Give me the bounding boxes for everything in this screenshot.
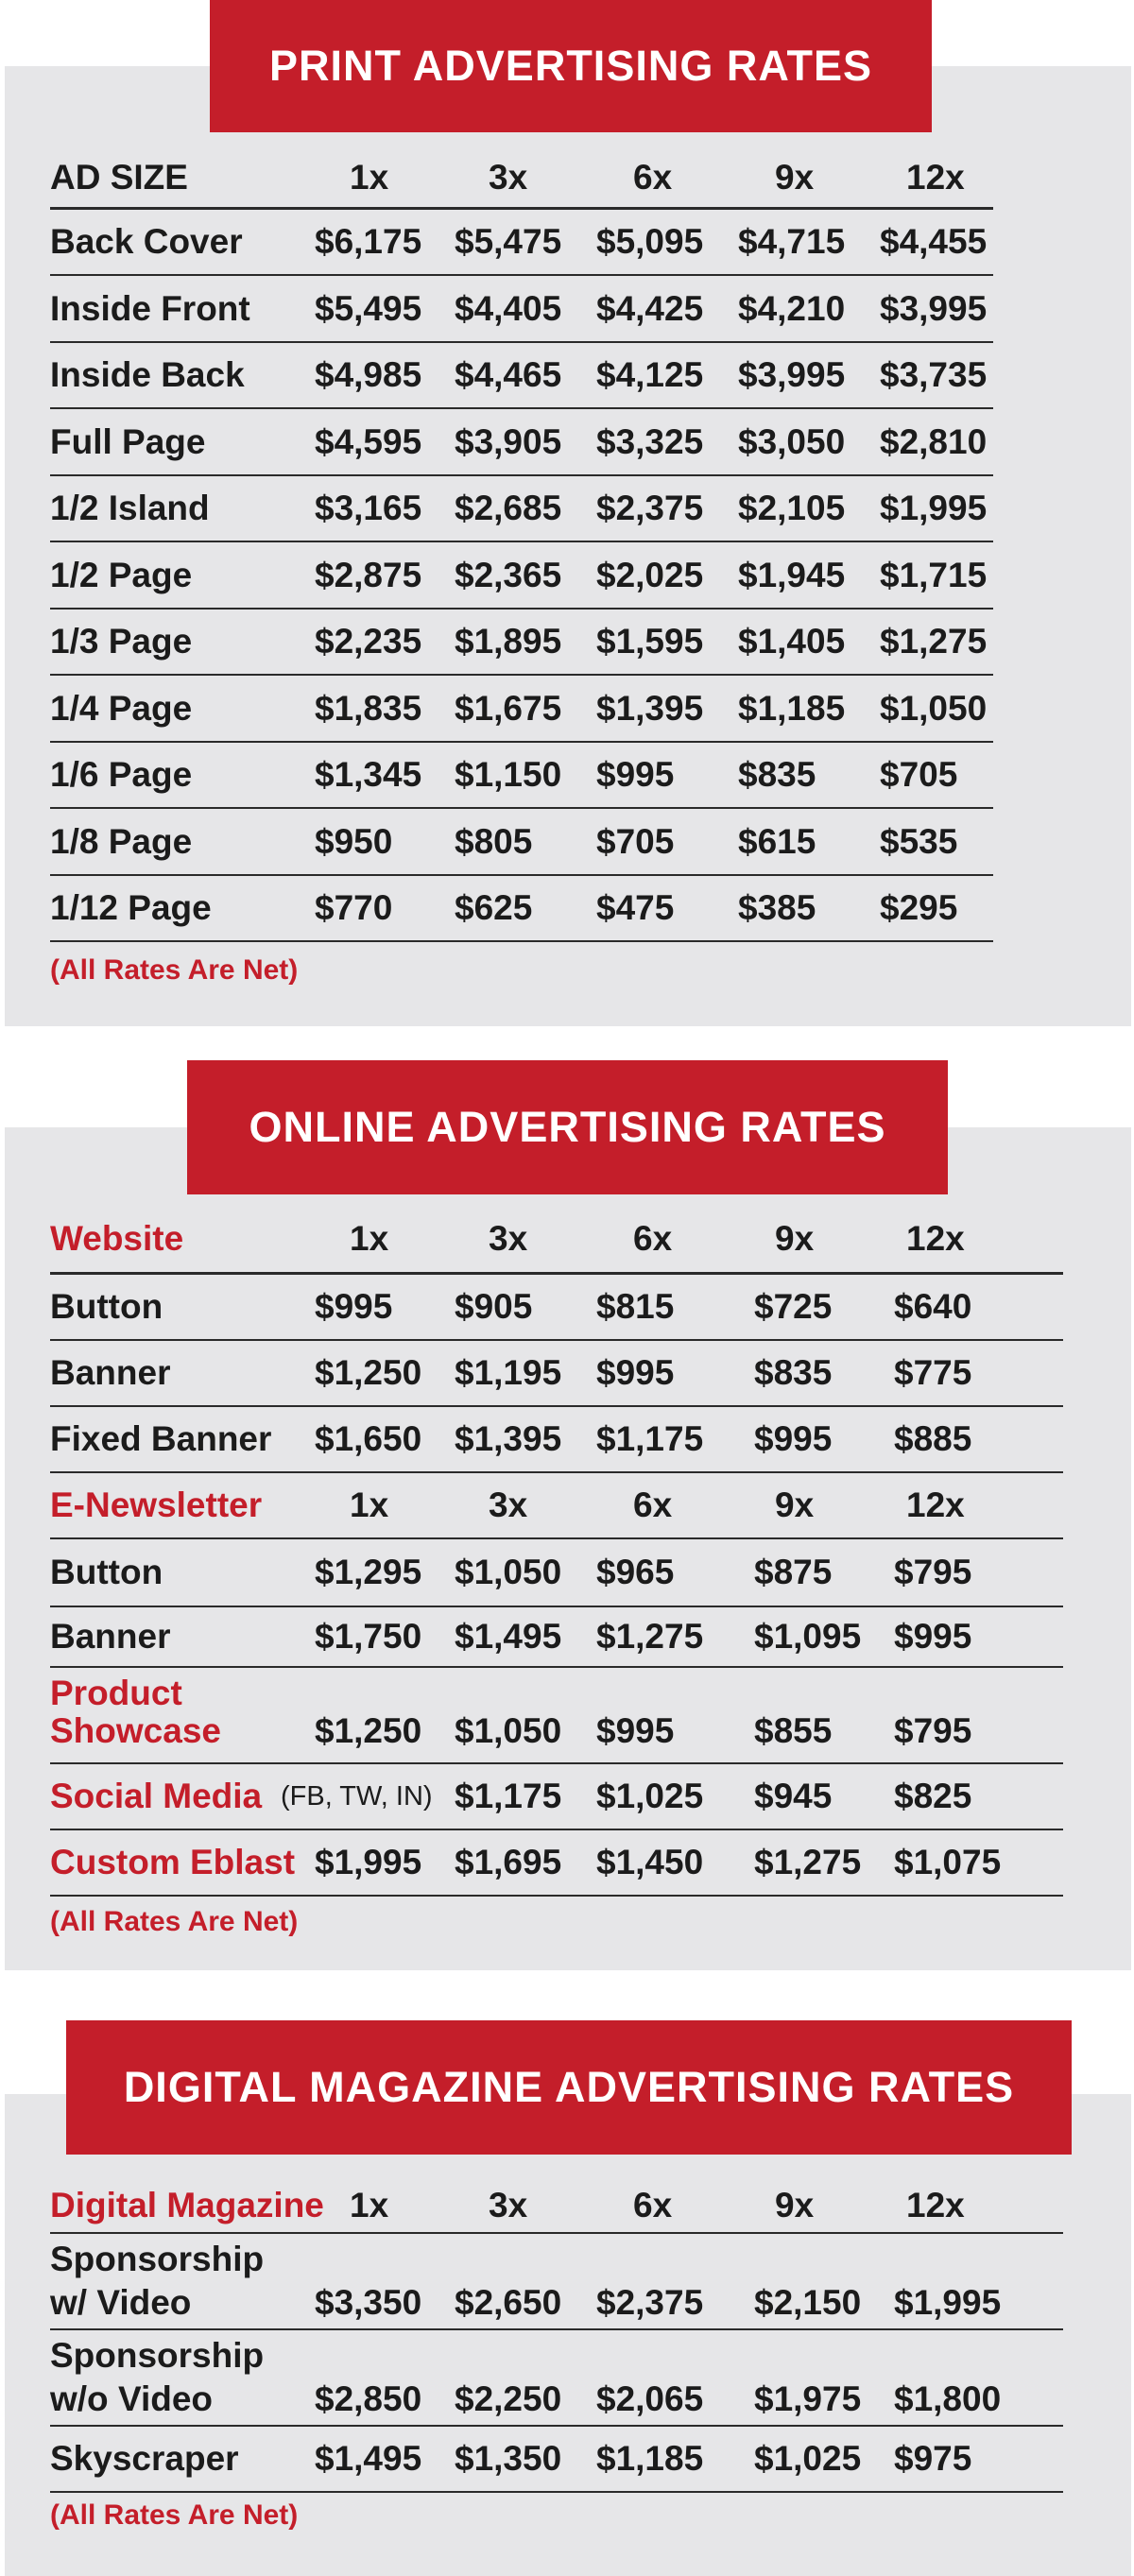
rule bbox=[50, 807, 993, 809]
price-cell: $1,750 bbox=[315, 1617, 422, 1656]
price-cell: $995 bbox=[596, 755, 675, 794]
price-cell: $1,185 bbox=[596, 2439, 704, 2478]
price-cell: $2,375 bbox=[596, 489, 704, 527]
price-cell: $1,175 bbox=[455, 1777, 562, 1815]
online-rates-note: (All Rates Are Net) bbox=[50, 1906, 299, 1937]
price-cell: $1,945 bbox=[738, 555, 846, 594]
print-title: PRINT ADVERTISING RATES bbox=[268, 42, 873, 90]
price-cell: $1,350 bbox=[455, 2439, 562, 2478]
digital-rates-note: (All Rates Are Net) bbox=[50, 2499, 299, 2531]
price-cell: $1,405 bbox=[738, 622, 846, 661]
price-cell: $1,195 bbox=[455, 1353, 562, 1392]
price-cell: $3,165 bbox=[315, 489, 422, 527]
row-label: Inside Back bbox=[50, 355, 245, 394]
price-cell: $1,715 bbox=[880, 555, 988, 594]
rule bbox=[50, 407, 993, 409]
rule bbox=[50, 1829, 1063, 1830]
price-cell: $1,050 bbox=[455, 1553, 562, 1591]
price-cell: $1,250 bbox=[315, 1353, 422, 1392]
price-cell: $1,025 bbox=[754, 2439, 862, 2478]
row-label: 1/12 Page bbox=[50, 888, 212, 927]
print-panel bbox=[5, 66, 1131, 1026]
price-cell: $3,735 bbox=[880, 355, 988, 394]
price-cell: $385 bbox=[738, 888, 816, 927]
price-cell: $2,850 bbox=[315, 2379, 422, 2418]
price-cell: $1,345 bbox=[315, 755, 422, 794]
rule bbox=[50, 940, 993, 942]
header-1x: 1x bbox=[350, 158, 389, 197]
price-cell: $6,175 bbox=[315, 222, 422, 261]
row-label: Button bbox=[50, 1553, 163, 1591]
row-label: Sponsorship bbox=[50, 2240, 265, 2278]
rule bbox=[50, 1895, 1063, 1897]
price-cell: $1,185 bbox=[738, 688, 846, 728]
price-cell: $4,210 bbox=[738, 288, 846, 328]
row-label: 1/2 Page bbox=[50, 555, 193, 594]
header-9x: 9x bbox=[775, 1219, 815, 1258]
price-cell: $3,050 bbox=[738, 421, 846, 461]
print-title-banner bbox=[210, 0, 932, 132]
price-cell: $4,405 bbox=[455, 288, 562, 328]
price-cell: $2,810 bbox=[880, 421, 988, 461]
price-cell: $3,995 bbox=[880, 288, 988, 328]
price-cell: $1,250 bbox=[315, 1711, 422, 1750]
header-ad-size: AD SIZE bbox=[50, 158, 188, 197]
rule bbox=[50, 1471, 1063, 1473]
row-label: 1/2 Island bbox=[50, 489, 210, 527]
price-cell: $4,465 bbox=[455, 355, 562, 394]
price-cell: $825 bbox=[894, 1777, 972, 1815]
price-cell: $2,685 bbox=[455, 489, 562, 527]
rule bbox=[50, 2491, 1063, 2493]
print-rates-note: (All Rates Are Net) bbox=[50, 954, 299, 986]
header-1x: 1x bbox=[350, 1219, 389, 1258]
price-cell: $885 bbox=[894, 1419, 972, 1458]
price-cell: $995 bbox=[315, 1287, 393, 1326]
row-label: Back Cover bbox=[50, 222, 243, 261]
digital-title: DIGITAL MAGAZINE ADVERTISING RATES bbox=[123, 2063, 1015, 2111]
price-cell: $4,425 bbox=[596, 288, 704, 328]
price-cell: $295 bbox=[880, 888, 958, 927]
price-cell: $805 bbox=[455, 821, 533, 861]
price-cell: $905 bbox=[455, 1287, 533, 1326]
price-cell: $1,695 bbox=[455, 1843, 562, 1881]
price-cell: $975 bbox=[894, 2439, 972, 2478]
row-label: Full Page bbox=[50, 421, 206, 461]
price-cell: $855 bbox=[754, 1711, 833, 1750]
price-cell: $1,650 bbox=[315, 1419, 422, 1458]
rule bbox=[50, 674, 993, 676]
price-cell: $2,365 bbox=[455, 555, 562, 594]
price-cell: $1,395 bbox=[596, 688, 704, 728]
rule bbox=[50, 874, 993, 876]
rule bbox=[50, 274, 993, 276]
header-3x: 3x bbox=[489, 2186, 528, 2224]
social-networks-note: (FB, TW, IN) bbox=[281, 1781, 433, 1812]
price-cell: $2,250 bbox=[455, 2379, 562, 2418]
header-3x: 3x bbox=[489, 1219, 528, 1258]
price-cell: $5,495 bbox=[315, 288, 422, 328]
row-label: 1/4 Page bbox=[50, 688, 193, 728]
price-cell: $2,375 bbox=[596, 2283, 704, 2322]
row-label: Inside Front bbox=[50, 288, 250, 328]
header-12x: 12x bbox=[906, 2186, 965, 2224]
price-cell: $640 bbox=[894, 1287, 972, 1326]
price-cell: $1,275 bbox=[596, 1617, 704, 1656]
price-cell: $945 bbox=[754, 1777, 833, 1815]
row-label: Skyscraper bbox=[50, 2439, 239, 2478]
enews-header-cell: 12x bbox=[906, 1485, 965, 1524]
price-cell: $2,875 bbox=[315, 555, 422, 594]
price-cell: $3,350 bbox=[315, 2283, 422, 2322]
price-cell: $1,675 bbox=[455, 688, 562, 728]
digital-heading: Digital Magazine bbox=[50, 2186, 324, 2224]
price-cell: $775 bbox=[894, 1353, 972, 1392]
row-label: 1/3 Page bbox=[50, 622, 193, 661]
price-cell: $1,995 bbox=[880, 489, 988, 527]
price-cell: $835 bbox=[754, 1353, 833, 1392]
price-cell: $1,835 bbox=[315, 688, 422, 728]
price-cell: $615 bbox=[738, 821, 816, 861]
header-12x: 12x bbox=[906, 158, 965, 197]
enews-header-cell: 1x bbox=[350, 1485, 389, 1524]
price-cell: $5,095 bbox=[596, 222, 704, 261]
row-label: Showcase bbox=[50, 1711, 221, 1750]
row-label: Product bbox=[50, 1674, 182, 1712]
price-cell: $4,985 bbox=[315, 355, 422, 394]
row-label: Custom Eblast bbox=[50, 1843, 296, 1881]
price-cell: $1,975 bbox=[754, 2379, 862, 2418]
price-cell: $1,150 bbox=[455, 755, 562, 794]
rule bbox=[50, 741, 993, 743]
header-6x: 6x bbox=[633, 2186, 673, 2224]
price-cell: $1,095 bbox=[754, 1617, 862, 1656]
price-cell: $1,450 bbox=[596, 1843, 704, 1881]
price-cell: $770 bbox=[315, 888, 393, 927]
price-cell: $795 bbox=[894, 1711, 972, 1750]
price-cell: $1,025 bbox=[596, 1777, 704, 1815]
rule bbox=[50, 2328, 1063, 2330]
price-cell: $995 bbox=[754, 1419, 833, 1458]
row-label: Fixed Banner bbox=[50, 1419, 272, 1458]
price-cell: $835 bbox=[738, 755, 816, 794]
price-cell: $3,325 bbox=[596, 421, 704, 461]
price-cell: $705 bbox=[880, 755, 958, 794]
price-cell: $875 bbox=[754, 1553, 833, 1591]
digital-title-banner bbox=[66, 2020, 1072, 2155]
rule bbox=[50, 1272, 1063, 1275]
rule bbox=[50, 2425, 1063, 2427]
row-label: Banner bbox=[50, 1617, 171, 1656]
row-label: Sponsorship bbox=[50, 2336, 265, 2375]
price-cell: $815 bbox=[596, 1287, 675, 1326]
row-label: Button bbox=[50, 1287, 163, 1326]
price-cell: $1,275 bbox=[880, 622, 988, 661]
header-12x: 12x bbox=[906, 1219, 965, 1258]
price-cell: $4,455 bbox=[880, 222, 988, 261]
price-cell: $1,800 bbox=[894, 2379, 1002, 2418]
price-cell: $4,595 bbox=[315, 421, 422, 461]
price-cell: $1,495 bbox=[315, 2439, 422, 2478]
price-cell: $1,175 bbox=[596, 1419, 704, 1458]
enews-header-cell: 3x bbox=[489, 1485, 528, 1524]
price-cell: $1,395 bbox=[455, 1419, 562, 1458]
price-cell: $1,075 bbox=[894, 1843, 1002, 1881]
price-cell: $5,475 bbox=[455, 222, 562, 261]
price-cell: $2,650 bbox=[455, 2283, 562, 2322]
price-cell: $4,125 bbox=[596, 355, 704, 394]
rule bbox=[50, 1666, 1063, 1668]
price-cell: $2,235 bbox=[315, 622, 422, 661]
price-cell: $965 bbox=[596, 1553, 675, 1591]
row-label: Social Media bbox=[50, 1777, 263, 1815]
price-cell: $725 bbox=[754, 1287, 833, 1326]
price-cell: $1,595 bbox=[596, 622, 704, 661]
rule bbox=[50, 1606, 1063, 1607]
price-cell: $950 bbox=[315, 821, 393, 861]
price-cell: $1,995 bbox=[315, 1843, 422, 1881]
rule bbox=[50, 207, 993, 210]
row-label: Banner bbox=[50, 1353, 171, 1392]
price-cell: $1,050 bbox=[455, 1711, 562, 1750]
row-label: w/o Video bbox=[50, 2379, 214, 2418]
price-cell: $995 bbox=[894, 1617, 972, 1656]
header-1x: 1x bbox=[350, 2186, 389, 2224]
rule bbox=[50, 474, 993, 476]
price-cell: $1,995 bbox=[894, 2283, 1002, 2322]
price-cell: $1,895 bbox=[455, 622, 562, 661]
price-cell: $3,905 bbox=[455, 421, 562, 461]
enews-heading: E-Newsletter bbox=[50, 1485, 263, 1524]
rule bbox=[50, 2232, 1063, 2234]
price-cell: $475 bbox=[596, 888, 675, 927]
price-cell: $625 bbox=[455, 888, 533, 927]
rule bbox=[50, 341, 993, 343]
price-cell: $1,275 bbox=[754, 1843, 862, 1881]
price-cell: $1,050 bbox=[880, 688, 988, 728]
header-3x: 3x bbox=[489, 158, 528, 197]
online-title: ONLINE ADVERTISING RATES bbox=[249, 1103, 886, 1151]
rule bbox=[50, 541, 993, 542]
price-cell: $4,715 bbox=[738, 222, 846, 261]
price-cell: $3,995 bbox=[738, 355, 846, 394]
online-title-banner bbox=[187, 1060, 948, 1194]
row-label: w/ Video bbox=[50, 2283, 192, 2322]
header-6x: 6x bbox=[633, 158, 673, 197]
price-cell: $2,065 bbox=[596, 2379, 704, 2418]
rule bbox=[50, 1762, 1063, 1764]
header-9x: 9x bbox=[775, 158, 815, 197]
row-label: 1/8 Page bbox=[50, 821, 193, 861]
enews-header-cell: 9x bbox=[775, 1485, 815, 1524]
header-9x: 9x bbox=[775, 2186, 815, 2224]
header-6x: 6x bbox=[633, 1219, 673, 1258]
price-cell: $995 bbox=[596, 1711, 675, 1750]
rule bbox=[50, 608, 993, 610]
price-cell: $2,105 bbox=[738, 489, 846, 527]
row-label: 1/6 Page bbox=[50, 755, 193, 794]
rule bbox=[50, 1405, 1063, 1407]
website-heading: Website bbox=[50, 1219, 184, 1258]
price-cell: $535 bbox=[880, 821, 958, 861]
rule bbox=[50, 1339, 1063, 1341]
price-cell: $995 bbox=[596, 1353, 675, 1392]
price-cell: $795 bbox=[894, 1553, 972, 1591]
rule bbox=[50, 1537, 1063, 1539]
price-cell: $1,495 bbox=[455, 1617, 562, 1656]
enews-header-cell: 6x bbox=[633, 1485, 673, 1524]
price-cell: $1,295 bbox=[315, 1553, 422, 1591]
price-cell: $2,025 bbox=[596, 555, 704, 594]
price-cell: $705 bbox=[596, 821, 675, 861]
price-cell: $2,150 bbox=[754, 2283, 862, 2322]
